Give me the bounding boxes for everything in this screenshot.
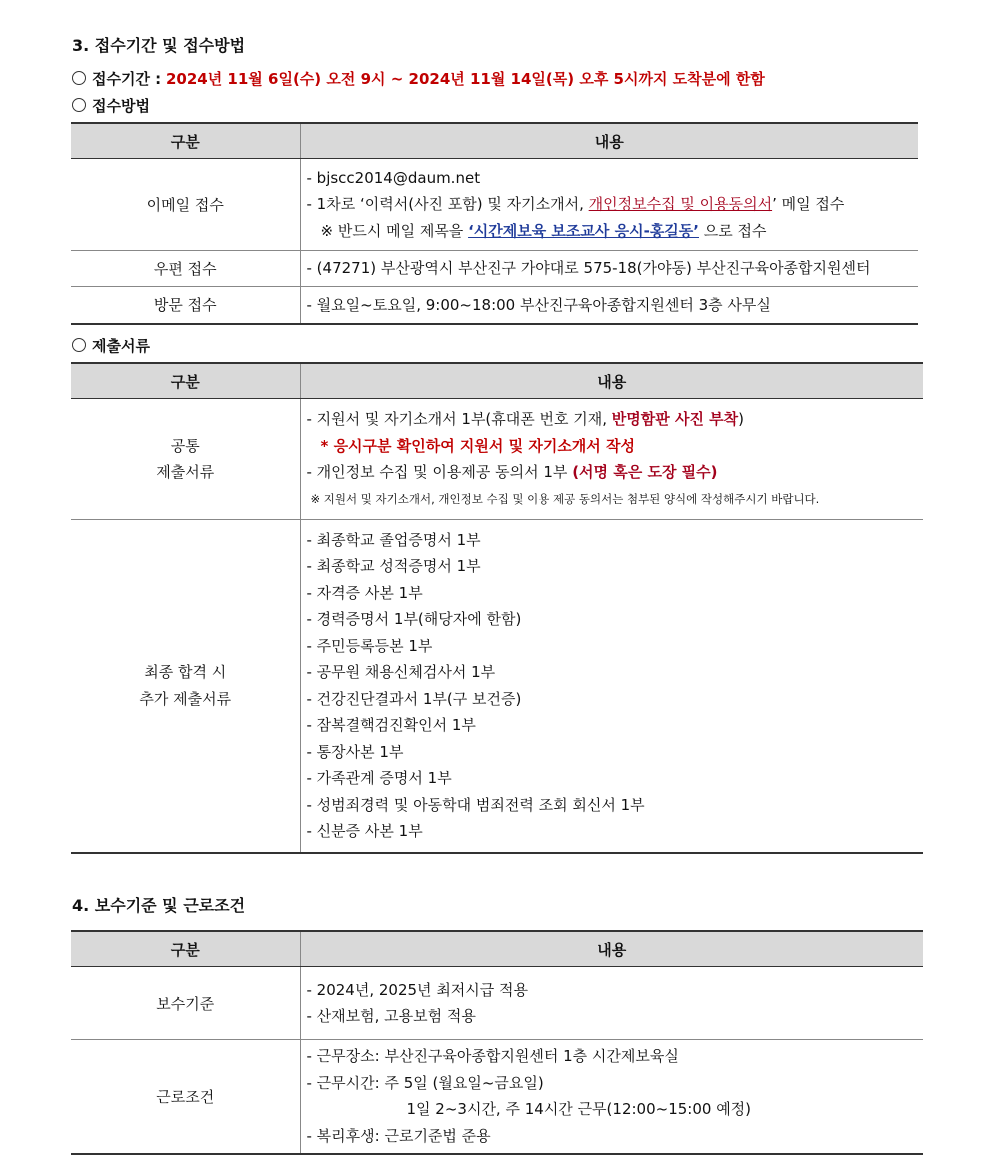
row-label-visit: 방문 접수 <box>71 287 300 324</box>
row-label-email: 이메일 접수 <box>71 159 300 251</box>
list-item: - 최종학교 졸업증명서 1부 <box>306 530 481 549</box>
email-subject-note: ※ 반드시 메일 제목을 ‘시간제보육 보조교사 응시-홍길동’ 으로 접수 <box>320 221 767 240</box>
method-heading <box>72 95 150 116</box>
method-table <box>71 122 918 325</box>
row-label-common-2: 제출서류 <box>156 463 215 481</box>
section-4-title: 4. 보수기준 및 근로조건 <box>72 896 246 915</box>
list-item: - 성범죄경력 및 아동학대 범죄전력 조회 회신서 1부 <box>306 795 645 814</box>
row-label-post: 우편 접수 <box>71 251 300 287</box>
list-item: - 경력증명서 1부(해당자에 한함) <box>306 610 522 629</box>
method-label: 접수방법 <box>92 97 150 115</box>
row-label-work: 근로조건 <box>71 1040 300 1154</box>
common-doc-1: - 지원서 및 자기소개서 1부(휴대폰 번호 기재, 반명함판 사진 부착) <box>306 410 745 428</box>
list-item: - 신분증 사본 1부 <box>306 822 423 841</box>
row-label-final-1: 최종 합격 시 <box>144 662 227 681</box>
common-doc-footnote: ※ 지원서 및 자기소개서, 개인정보 수집 및 이용 제공 동의서는 첨부된 양식에 작성해주시기 바랍니다. <box>310 491 820 506</box>
table-row <box>71 399 923 520</box>
col-header-content: 내용 <box>300 123 918 159</box>
list-item: - 통장사본 1부 <box>306 742 404 761</box>
col-header-category: 구분 <box>71 123 300 159</box>
period-value: 2024년 11월 6일(수) 오전 9시 ~ 2024년 11월 14일(목) 오후 5시까지 도착분에 한함 <box>165 70 765 88</box>
list-item: - 잠복결핵검진확인서 1부 <box>306 716 476 735</box>
list-item: - 최종학교 성적증명서 1부 <box>306 557 481 576</box>
circle-bullet-icon <box>72 338 86 352</box>
row-label-common-1: 공통 <box>170 437 200 455</box>
documents-table <box>71 362 923 854</box>
table-row <box>71 967 923 1040</box>
table-row <box>71 251 918 287</box>
email-address: - bjscc2014@daum.net <box>306 168 481 187</box>
common-doc-2: - 개인정보 수집 및 이용제공 동의서 1부 (서명 혹은 도장 필수) <box>306 463 718 481</box>
email-instruction: - 1차로 ‘이력서(사진 포함) 및 자기소개서, 개인정보수집 및 이용동의서’ 메일 접수 <box>306 195 845 214</box>
list-item: - 주민등록등본 1부 <box>306 636 433 655</box>
period-line <box>72 68 765 89</box>
col-header-category: 구분 <box>71 363 300 399</box>
common-doc-note: * 응시구분 확인하여 지원서 및 자기소개서 작성 <box>320 436 635 455</box>
col-header-category: 구분 <box>71 931 300 967</box>
work-line-1: - 근무장소: 부산진구육아종합지원센터 1층 시간제보육실 <box>306 1047 679 1066</box>
pay-table <box>71 930 923 1155</box>
table-row <box>71 520 923 853</box>
circle-bullet-icon <box>72 71 86 85</box>
section-3-title: 3. 접수기간 및 접수방법 <box>72 36 246 55</box>
period-label: 접수기간 : <box>92 70 162 88</box>
work-line-4: - 복리후생: 근로기준법 준용 <box>306 1126 491 1145</box>
docs-heading <box>72 335 150 356</box>
list-item: - 가족관계 증명서 1부 <box>306 769 452 788</box>
circle-bullet-icon <box>72 98 86 112</box>
table-row <box>71 287 918 324</box>
col-header-content: 내용 <box>300 363 923 399</box>
visit-info: - 월요일~토요일, 9:00~18:00 부산진구육아종합지원센터 3층 사무실 <box>300 287 918 324</box>
post-address: - (47271) 부산광역시 부산진구 가야대로 575-18(가야동) 부산진구육아종합지원센터 <box>300 251 918 287</box>
final-docs-list <box>300 520 923 853</box>
pay-line-2: - 산재보험, 고용보험 적용 <box>306 1007 476 1025</box>
list-item: - 공무원 채용신체검사서 1부 <box>306 663 496 682</box>
list-item: - 자격증 사본 1부 <box>306 583 423 602</box>
row-label-final-2: 추가 제출서류 <box>139 689 232 708</box>
table-row <box>71 1040 923 1154</box>
list-item: - 건강진단결과서 1부(구 보건증) <box>306 689 522 708</box>
col-header-content: 내용 <box>300 931 923 967</box>
table-row <box>71 159 918 251</box>
work-line-2: - 근무시간: 주 5일 (월요일~금요일) <box>306 1073 544 1092</box>
row-label-pay: 보수기준 <box>71 967 300 1040</box>
pay-line-1: - 2024년, 2025년 최저시급 적용 <box>306 980 529 999</box>
docs-label: 제출서류 <box>92 337 150 355</box>
work-line-3: 1일 2~3시간, 주 14시간 근무(12:00~15:00 예정) <box>406 1100 752 1119</box>
